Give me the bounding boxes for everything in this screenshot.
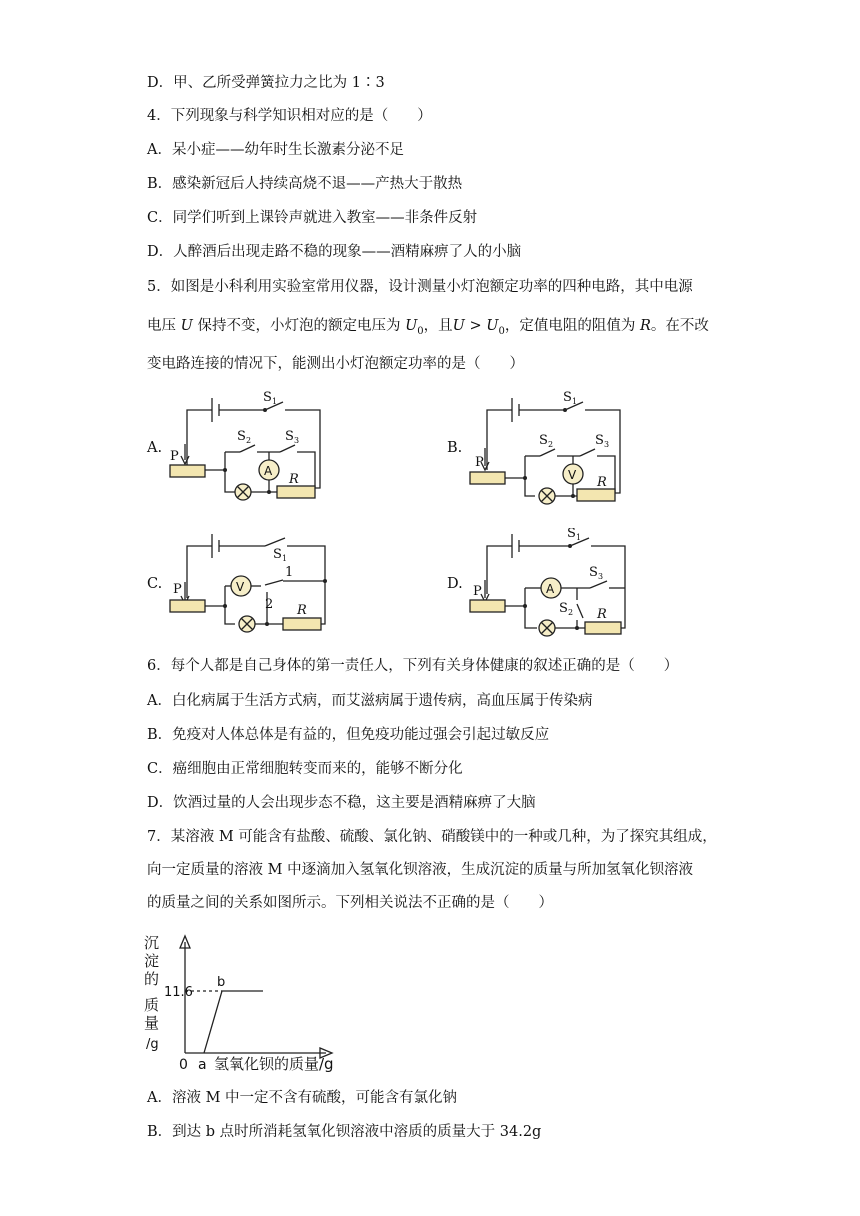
- svg-text:P: P: [170, 449, 179, 464]
- svg-text:1: 1: [285, 565, 294, 580]
- svg-text:S: S: [567, 528, 576, 541]
- q4-option-d: D．人醉酒后出现走路不稳的现象——酒精麻痹了人的小脑: [147, 244, 522, 260]
- svg-text:S: S: [273, 547, 282, 562]
- svg-text:P: P: [473, 584, 482, 599]
- svg-text:1: 1: [282, 554, 288, 563]
- q5-stem-line2: 电压 U 保持不变，小灯泡的额定电压为 $U_0$，且$U > U_0$，定值电阻的阻值为 R。在不改: [147, 318, 709, 337]
- q5-stem-line1: 5．如图是小科利用实验室常用仪器，设计测量小灯泡额定功率的四种电路，其中电源: [147, 279, 693, 295]
- q5-option-a-label: A.: [147, 440, 163, 456]
- svg-text:1: 1: [272, 397, 278, 406]
- svg-text:2: 2: [265, 597, 274, 612]
- circuit-d: [465, 528, 640, 643]
- q4-option-a: A．呆小症——幼年时生长激素分泌不足: [147, 142, 404, 158]
- q5-option-b-label: B.: [447, 440, 463, 456]
- q4-option-c: C．同学们听到上课铃声就进入教室——非条件反射: [147, 210, 478, 226]
- q3-option-d: D．甲、乙所受弹簧拉力之比为 1∶3: [147, 75, 385, 91]
- svg-text:2: 2: [246, 436, 252, 445]
- q7-option-b: B．到达 b 点时所消耗氢氧化钡溶液中溶质的质量大于 34.2g: [147, 1124, 542, 1140]
- circuit-b: [465, 388, 635, 508]
- svg-text:A: A: [546, 582, 555, 596]
- circuit-c: [165, 528, 340, 640]
- q6-stem: 6．每个人都是自己身体的第一责任人，下列有关身体健康的叙述正确的是（ ）: [147, 658, 679, 674]
- q7-option-a: A．溶液 M 中一定不含有硫酸，可能含有氯化钠: [147, 1090, 458, 1106]
- q6-option-c: C．癌细胞由正常细胞转变而来的，能够不断分化: [147, 761, 463, 777]
- svg-text:P: P: [173, 582, 182, 597]
- rheostat: [170, 465, 205, 477]
- svg-text:2: 2: [568, 608, 574, 617]
- svg-text:S: S: [589, 565, 598, 580]
- q7-stem-line1: 7．某溶液 M 可能含有盐酸、硫酸、氯化钠、硝酸镁中的一种或几种，为了探究其组成，: [147, 829, 717, 845]
- q5-option-d-label: D.: [447, 576, 463, 592]
- svg-text:S: S: [559, 601, 568, 616]
- graph-ylabel-5: 量: [144, 1014, 160, 1032]
- graph-ylabel-1: 沉: [144, 934, 160, 952]
- graph-line: [204, 991, 263, 1053]
- q6-option-a: A．白化病属于生活方式病，而艾滋病属于遗传病，高血压属于传染病: [147, 693, 593, 709]
- q7-stem-line2: 向一定质量的溶液 M 中逐滴加入氢氧化钡溶液，生成沉淀的质量与所加氢氧化钡溶液: [147, 862, 694, 878]
- svg-text:S: S: [285, 429, 294, 444]
- graph-point-b: b: [217, 975, 226, 990]
- svg-text:V: V: [568, 468, 577, 482]
- svg-text:S: S: [539, 433, 548, 448]
- q4-stem: 4．下列现象与科学知识相对应的是（ ）: [147, 108, 432, 124]
- svg-text:3: 3: [294, 436, 300, 445]
- q5-option-c-label: C.: [147, 576, 163, 592]
- svg-text:R: R: [597, 475, 607, 490]
- svg-text:S: S: [237, 429, 246, 444]
- svg-text:1: 1: [572, 397, 578, 406]
- graph-xlabel: 氢氧化钡的质量/g: [214, 1055, 334, 1073]
- graph-origin: 0: [179, 1057, 188, 1073]
- graph-ylabel-3: 的: [144, 970, 160, 988]
- svg-text:P: P: [475, 455, 484, 470]
- graph-ylabel-unit: /g: [146, 1037, 159, 1052]
- svg-text:S: S: [563, 390, 572, 405]
- q4-option-b: B．感染新冠后人持续高烧不退——产热大于散热: [147, 176, 463, 192]
- graph-y-value: 11.6: [164, 985, 193, 1000]
- s1-label: S: [263, 390, 272, 405]
- q5-stem-line3: 变电路连接的情况下，能测出小灯泡额定功率的是（ ）: [147, 356, 524, 372]
- graph-point-a: a: [198, 1057, 207, 1073]
- q7-stem-line3: 的质量之间的关系如图所示。下列相关说法不正确的是（ ）: [147, 895, 553, 911]
- q6-option-d: D．饮酒过量的人会出现步态不稳，这主要是酒精麻痹了大脑: [147, 795, 536, 811]
- svg-text:A: A: [264, 464, 273, 478]
- svg-text:R: R: [597, 607, 607, 622]
- svg-text:2: 2: [548, 440, 554, 449]
- circuit-a: [165, 388, 335, 504]
- svg-text:3: 3: [604, 440, 610, 449]
- graph-ylabel-4: 质: [144, 996, 160, 1014]
- svg-text:S: S: [595, 433, 604, 448]
- svg-text:1: 1: [576, 533, 582, 542]
- q6-option-b: B．免疫对人体总体是有益的，但免疫功能过强会引起过敏反应: [147, 727, 550, 743]
- q7-precipitate-graph: [140, 928, 345, 1074]
- svg-text:R: R: [297, 603, 307, 618]
- svg-text:R: R: [289, 472, 299, 487]
- graph-ylabel-2: 淀: [144, 952, 160, 970]
- svg-text:V: V: [236, 580, 245, 594]
- svg-text:3: 3: [598, 572, 604, 581]
